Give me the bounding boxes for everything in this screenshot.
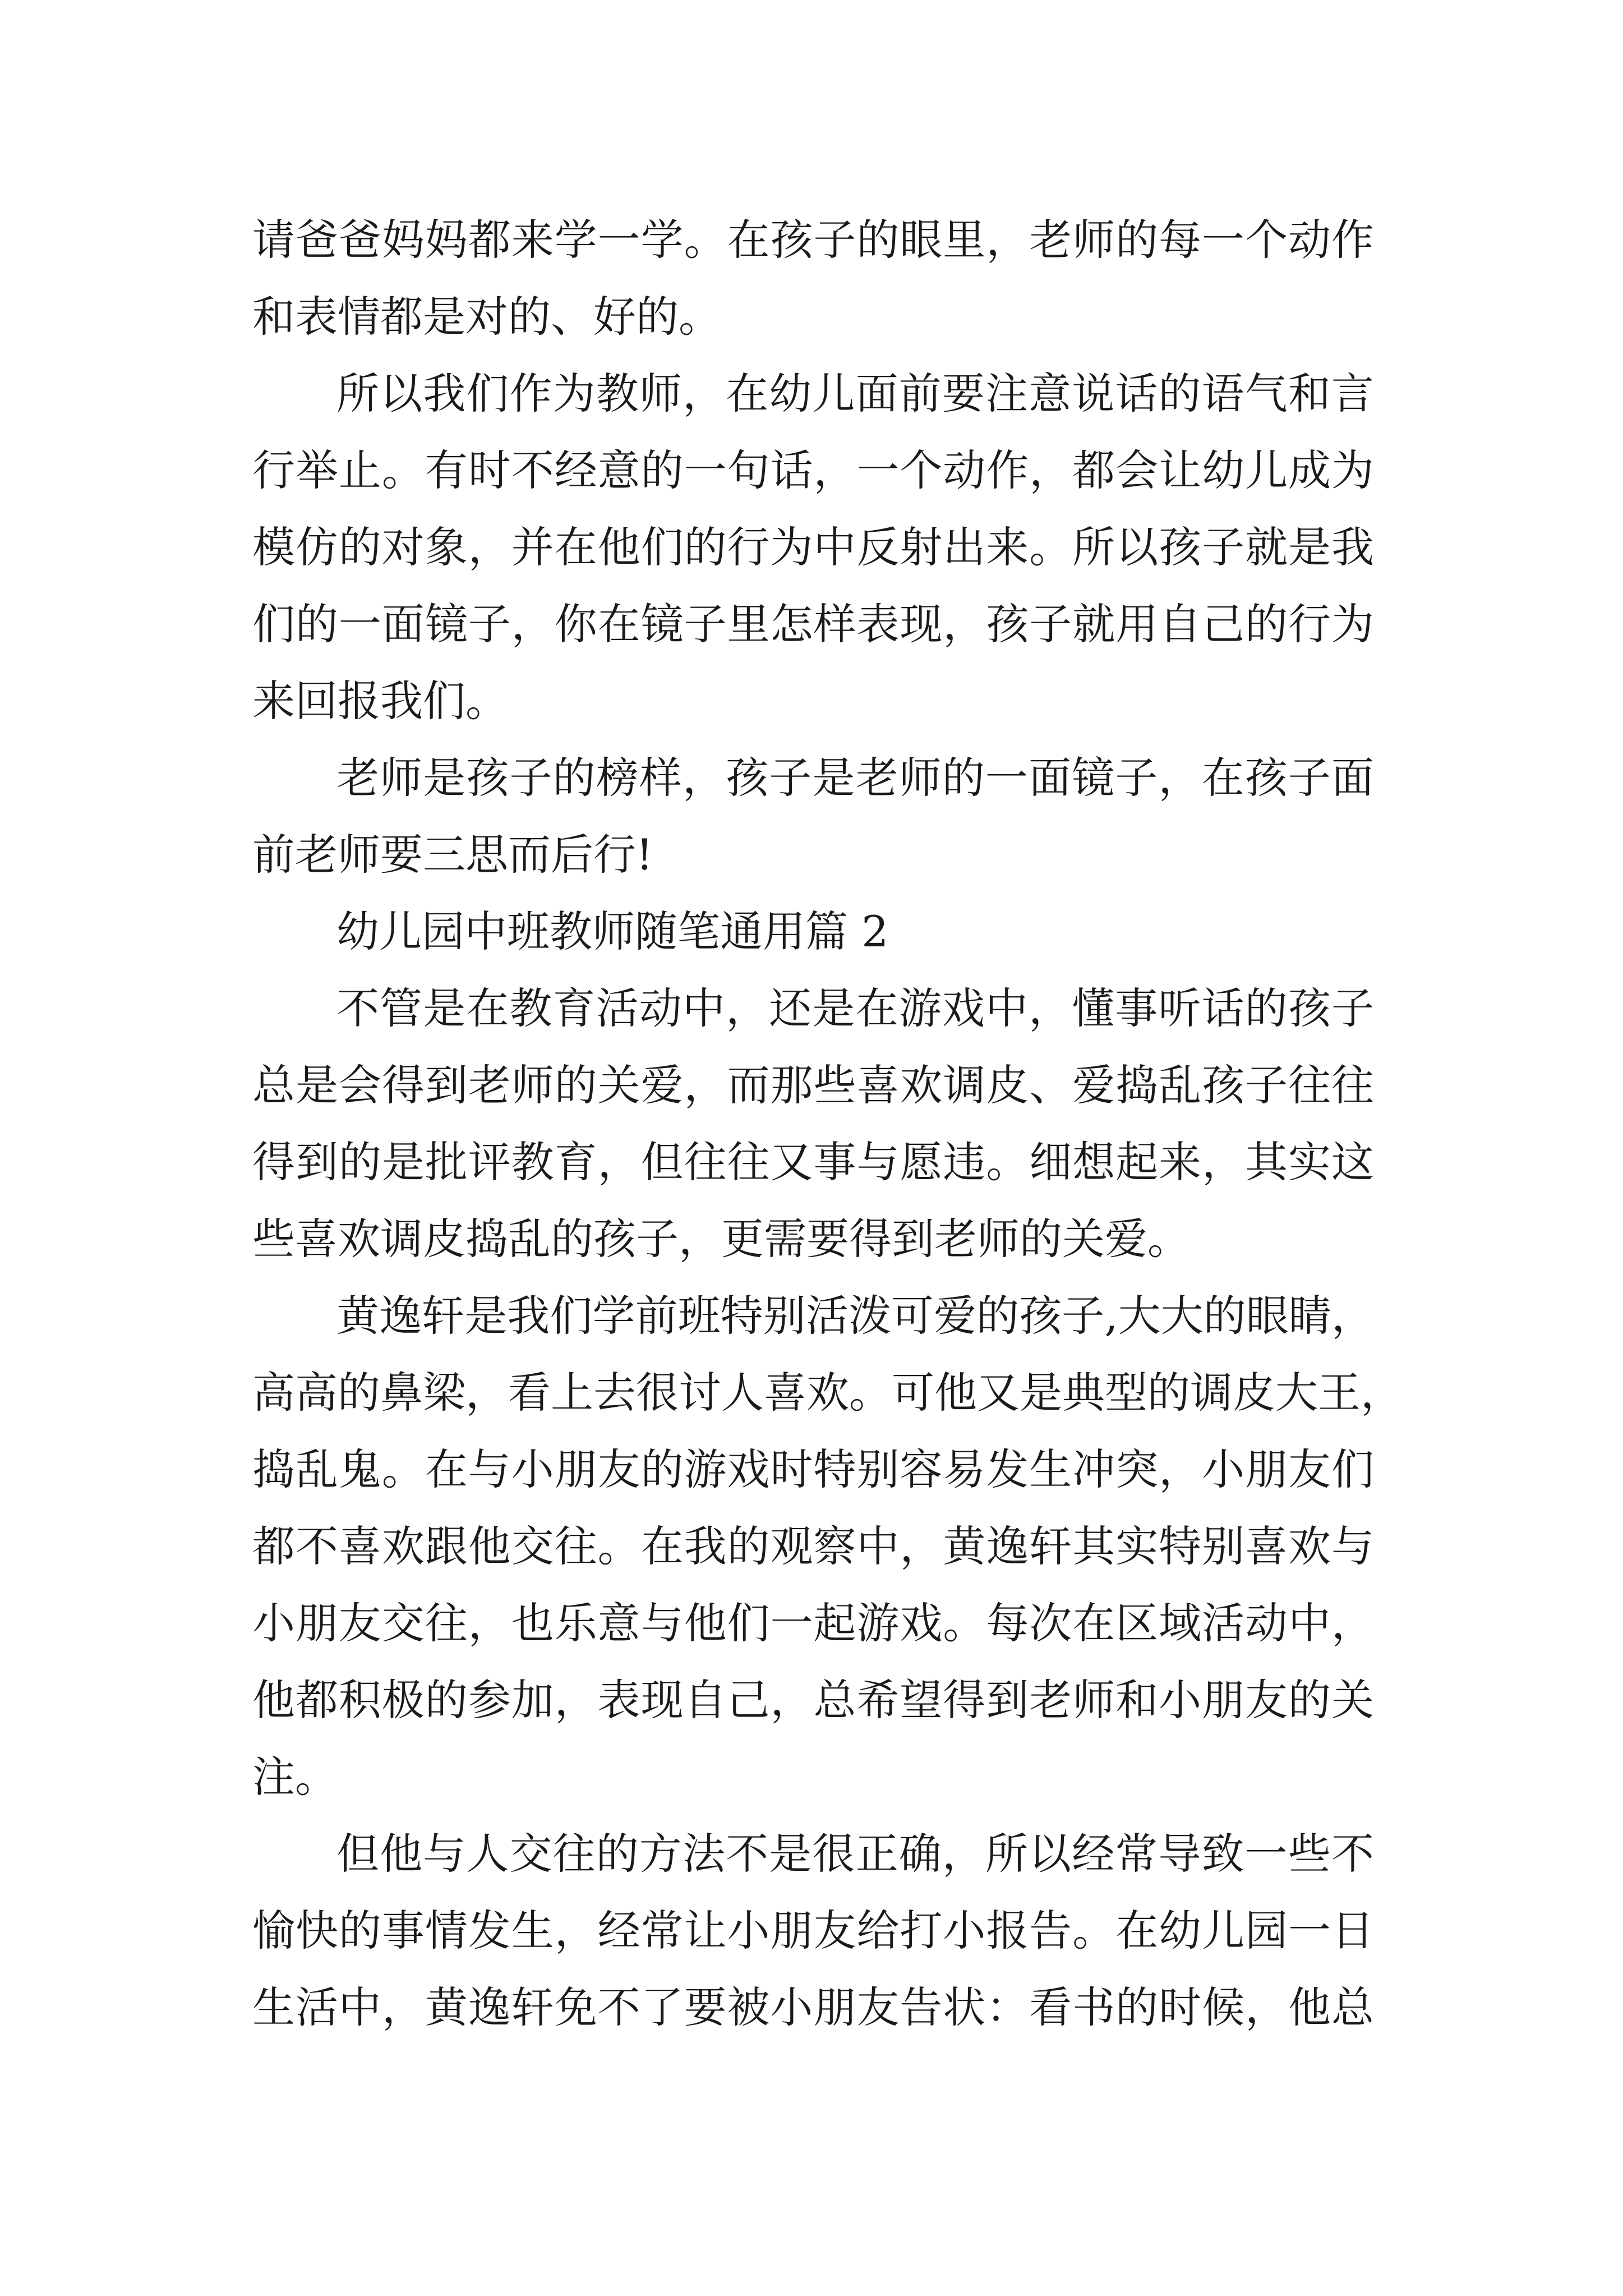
text-line: 都不喜欢跟他交往。在我的观察中，黄逸轩其实特别喜欢与 — [252, 1521, 1374, 1571]
text-line: 前老师要三思而后行! — [252, 830, 653, 880]
text-line: 不管是在教育活动中，还是在游戏中，懂事听话的孩子 — [336, 983, 1374, 1033]
text-line: 模仿的对象，并在他们的行为中反射出来。所以孩子就是我 — [252, 522, 1374, 572]
text-line: 些喜欢调皮捣乱的孩子，更需要得到老师的关爱。 — [252, 1214, 1190, 1264]
section-heading: 幼儿园中班教师随笔通用篇 2 — [336, 907, 889, 956]
text-line: 老师是孩子的榜样，孩子是老师的一面镜子，在孩子面 — [336, 753, 1374, 803]
text-line: 他都积极的参加，表现自己，总希望得到老师和小朋友的关 — [252, 1675, 1374, 1725]
text-line: 总是会得到老师的关爱，而那些喜欢调皮、爱捣乱孩子往往 — [252, 1060, 1374, 1110]
text-line: 但他与人交往的方法不是很正确，所以经常导致一些不 — [336, 1829, 1374, 1879]
text-line: 所以我们作为教师，在幼儿面前要注意说话的语气和言 — [336, 369, 1374, 418]
text-line: 小朋友交往，也乐意与他们一起游戏。每次在区域活动中， — [252, 1598, 1374, 1648]
text-line: 行举止。有时不经意的一句话，一个动作，都会让幼儿成为 — [252, 445, 1374, 495]
text-line: 黄逸轩是我们学前班特别活泼可爱的孩子,大大的眼睛， — [336, 1291, 1374, 1341]
text-line: 请爸爸妈妈都来学一学。在孩子的眼里，老师的每一个动作 — [252, 215, 1374, 265]
text-line: 和表情都是对的、好的。 — [252, 292, 721, 342]
text-line: 来回报我们。 — [252, 676, 508, 726]
text-line: 生活中，黄逸轩免不了要被小朋友告状：看书的时候，他总 — [252, 1982, 1374, 2032]
text-line: 愉快的事情发生，经常让小朋友给打小报告。在幼儿园一日 — [252, 1906, 1374, 1955]
text-line: 高高的鼻梁，看上去很讨人喜欢。可他又是典型的调皮大王， — [252, 1368, 1403, 1418]
text-line: 得到的是批评教育，但往往又事与愿违。细想起来，其实这 — [252, 1137, 1374, 1187]
text-line: 捣乱鬼。在与小朋友的游戏时特别容易发生冲突，小朋友们 — [252, 1444, 1374, 1494]
text-line: 们的一面镜子，你在镜子里怎样表现，孩子就用自己的行为 — [252, 599, 1374, 649]
text-line: 注。 — [252, 1752, 338, 1802]
